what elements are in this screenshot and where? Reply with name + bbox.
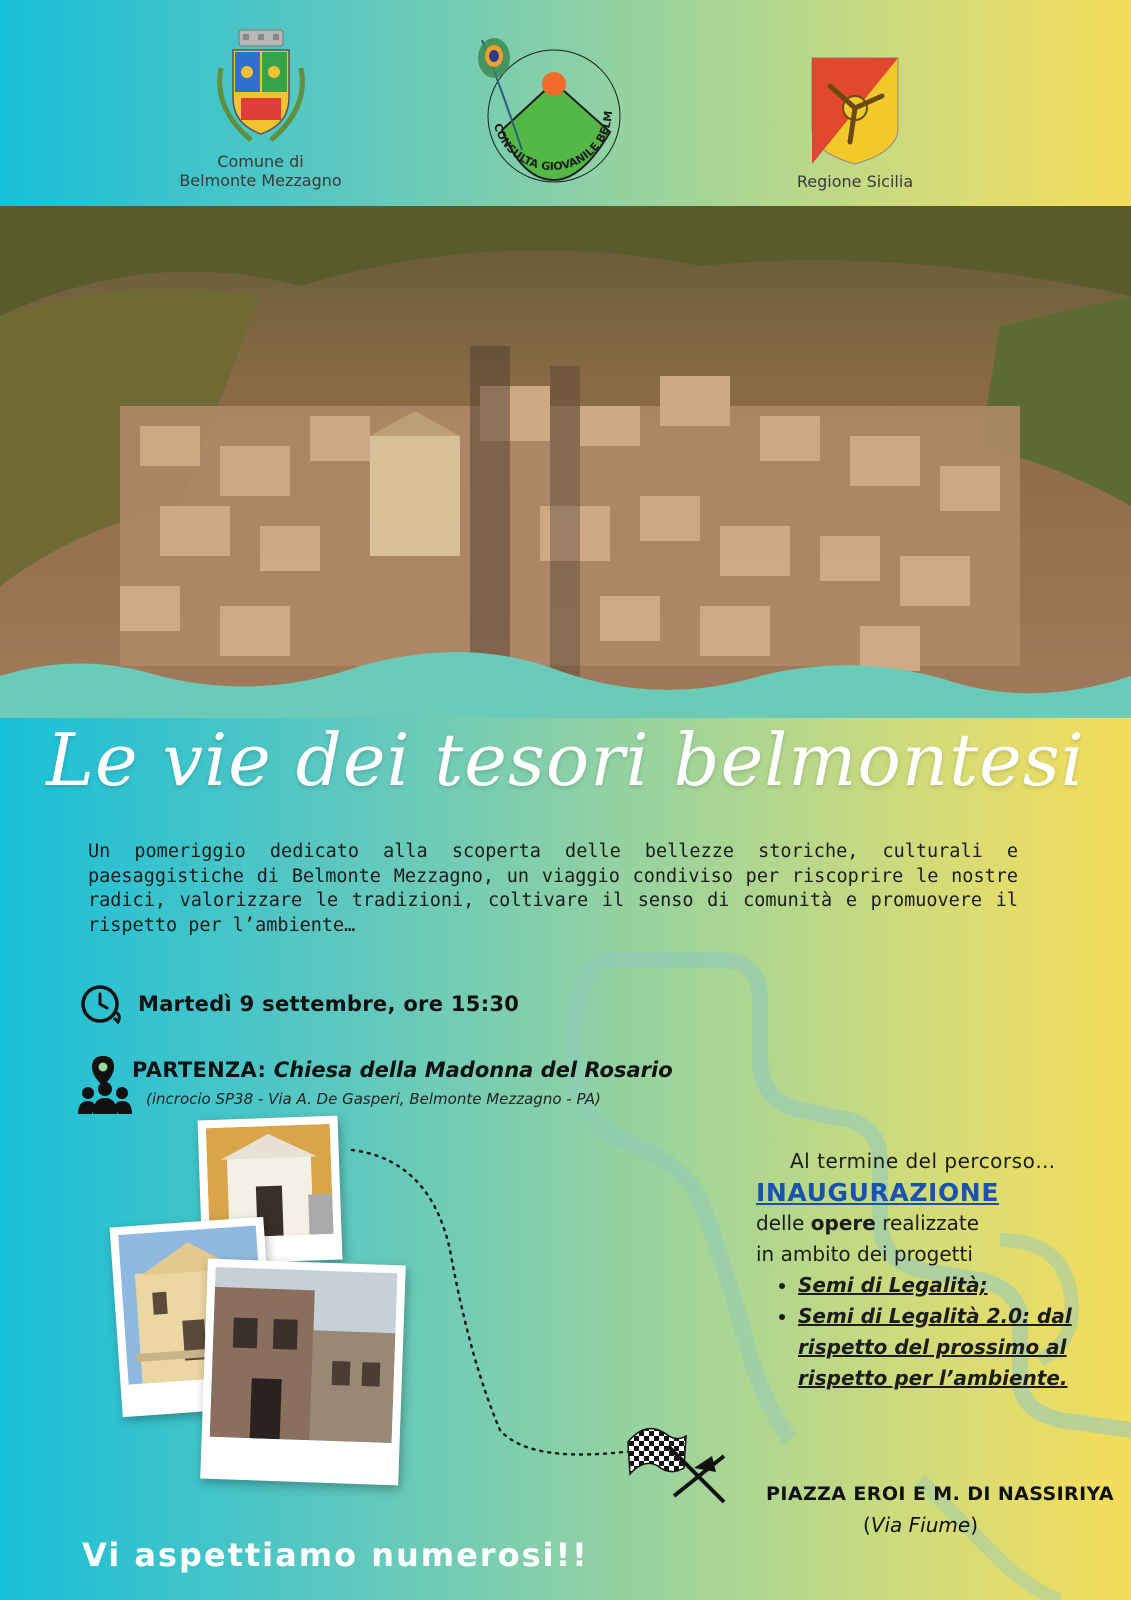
project-item: • Semi di Legalità 2.0: dal rispetto del prossimo al rispetto per l’ambiente. <box>798 1301 1086 1394</box>
inauguration-line-2: in ambito dei progetti <box>756 1242 973 1266</box>
consulta-arc-text: CONSULTA GIOVANILE BELM <box>490 110 616 174</box>
intro-text: Un pomeriggio dedicato alla scoperta delle bellezze storiche, culturali e paesaggistiche di Belmonte Mezzagno, un viaggio condiviso per riscoprire le nostre radici, valorizzare le tradizioni, coltivare il senso di comunità e promuovere il rispetto per l’ambiente… <box>88 841 1018 936</box>
closing-text: Vi aspettiamo numerosi!! <box>82 1536 589 1574</box>
arrival-block <box>734 1483 1114 1537</box>
event-title: Le vie dei tesori belmontesi <box>46 718 1085 802</box>
inauguration-line-1-a: delle <box>756 1211 811 1235</box>
departure-label: PARTENZA: <box>132 1058 274 1082</box>
inauguration-line-1 <box>756 1208 1086 1239</box>
departure-place: Chiesa della Madonna del Rosario <box>273 1058 673 1082</box>
arrival-via: Via Fiume <box>870 1513 971 1537</box>
regione-caption: Regione Sicilia <box>796 172 914 191</box>
arrival-paren-close: ) <box>970 1513 978 1537</box>
project-item: • Semi di Legalità; <box>798 1270 1086 1301</box>
inauguration-block <box>756 1146 1086 1394</box>
checkered-flag-icon <box>624 1416 734 1506</box>
inauguration-pre: Al termine del percorso… <box>790 1149 1056 1173</box>
inauguration-heading: INAUGURAZIONE <box>756 1178 1000 1207</box>
comune-caption-1: Comune di <box>217 152 304 171</box>
projects-list <box>756 1270 1086 1394</box>
arrival-street <box>734 1513 978 1537</box>
departure-address: (incrocio SP38 - Via A. De Gasperi, Belmonte Mezzagno - PA) <box>146 1090 601 1108</box>
inauguration-line-1-c: realizzate <box>875 1211 980 1235</box>
inauguration-line-1-b: opere <box>810 1211 876 1235</box>
date-text: Martedì 9 settembre, ore 15:30 <box>138 992 520 1016</box>
arrival-paren-open: ( <box>863 1513 871 1537</box>
comune-caption-2: Belmonte Mezzagno <box>179 171 342 190</box>
arrival-place: PIAZZA EROI E M. DI NASSIRIYA <box>766 1483 1114 1505</box>
